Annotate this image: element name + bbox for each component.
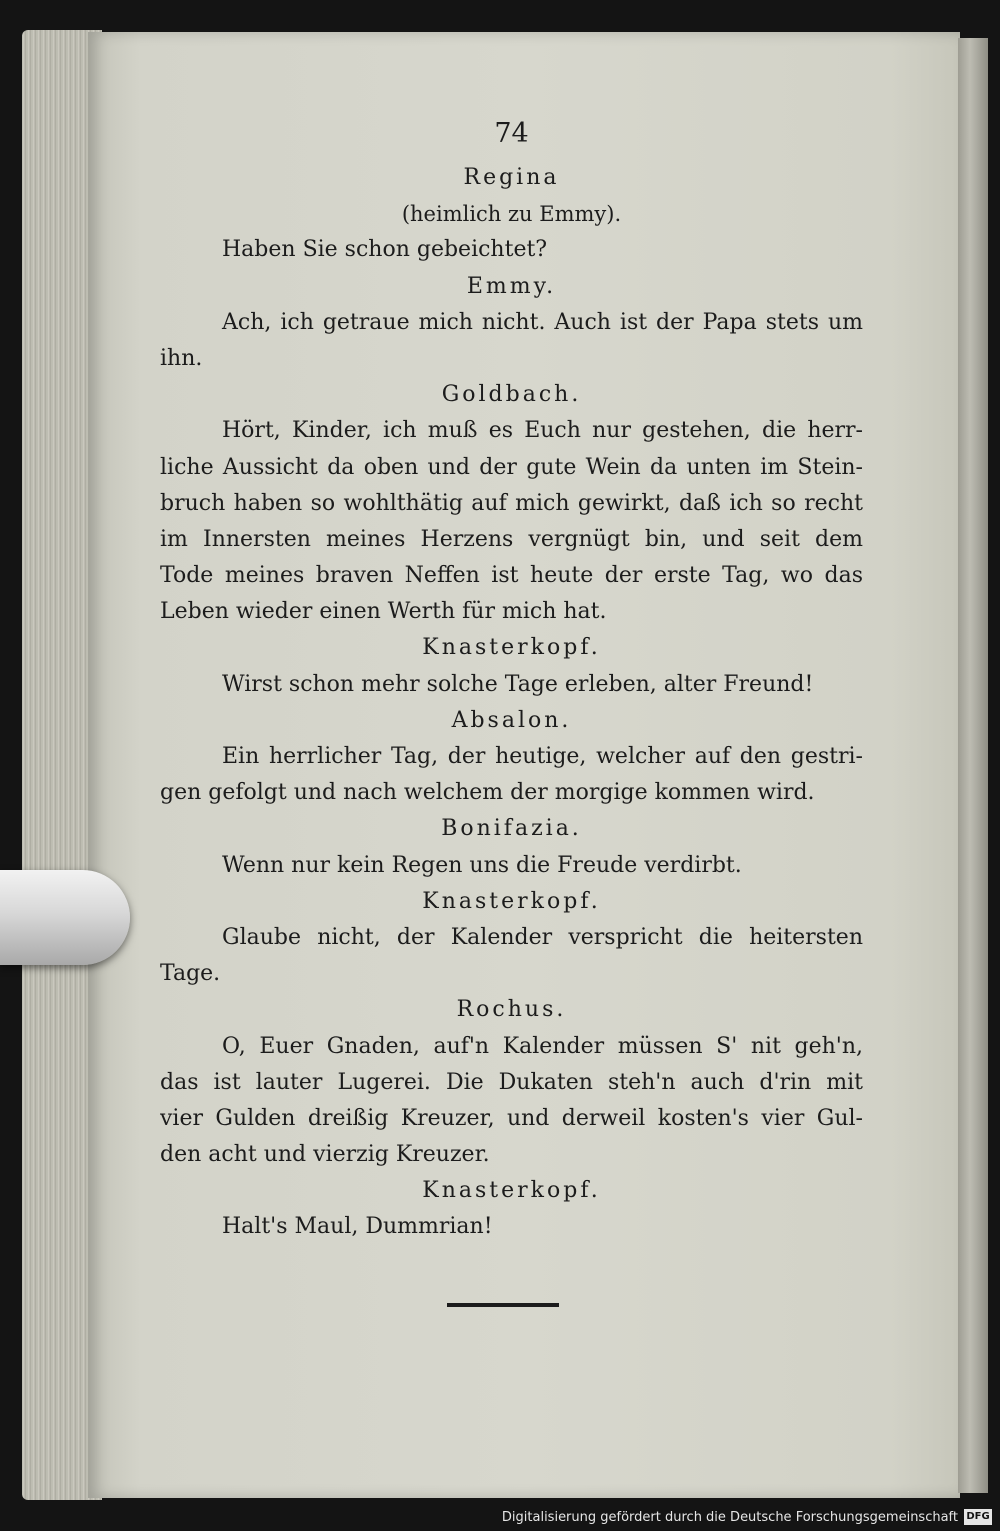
- speech-line: den acht und vierzig Kreuzer.: [160, 1142, 490, 1168]
- speaker-name: Regina: [463, 165, 560, 190]
- speech-line: Leben wieder einen Werth für mich hat.: [160, 599, 607, 625]
- speaker-name: Rochus.: [456, 997, 567, 1023]
- speech-line: Tode meines braven Neffen ist heute der erste Tag, wo das: [160, 563, 863, 589]
- speech-line: liche Aussicht da oben und der gute Wein da unten im Stein-: [160, 454, 863, 480]
- speech-line: Hört, Kinder, ich muß es Euch nur gestehen, die herr-: [222, 418, 863, 444]
- speech-line: bruch haben so wohlthätig auf mich gewirkt, daß ich so recht: [160, 490, 863, 516]
- speech-line: Ach, ich getraue mich nicht. Auch ist der Papa stets um: [222, 309, 863, 335]
- speech-line: Haben Sie schon gebeichtet?: [222, 237, 548, 263]
- book-binding-edge: [958, 38, 988, 1493]
- speech-line: Wirst schon mehr solche Tage erleben, alter Freund!: [222, 671, 814, 697]
- page-clip: [0, 870, 130, 965]
- speech-line: gen gefolgt und nach welchem der morgige kommen wird.: [160, 780, 815, 806]
- page-text: [160, 108, 863, 1246]
- speech-line: vier Gulden dreißig Kreuzer, und derweil kosten's vier Gul-: [160, 1105, 863, 1131]
- end-rule: [447, 1303, 559, 1307]
- dfg-logo: DFG: [964, 1509, 992, 1525]
- speaker-name: Absalon.: [451, 707, 572, 733]
- speaker-name: Knasterkopf.: [422, 635, 601, 661]
- text-lines: [160, 160, 863, 1246]
- speaker-name: Knasterkopf.: [422, 1178, 601, 1204]
- speech-line: ihn.: [160, 345, 203, 371]
- speech-line: das ist lauter Lugerei. Die Dukaten steh'n auch d'rin mit: [160, 1069, 863, 1095]
- speech-line: im Innersten meines Herzens vergnügt bin, und seit dem: [160, 526, 863, 552]
- footer-bar: [0, 1504, 1000, 1531]
- speaker-name: Emmy.: [466, 273, 557, 299]
- speaker-name: Knasterkopf.: [422, 888, 601, 914]
- speech-line: Ein herrlicher Tag, der heutige, welcher auf den gestri-: [222, 744, 863, 769]
- page-number: 74: [494, 118, 529, 149]
- speech-line: Wenn nur kein Regen uns die Freude verdirbt.: [222, 852, 742, 878]
- speaker-name: Bonifazia.: [441, 816, 582, 842]
- speech-line: Tage.: [160, 961, 221, 987]
- speech-line: O, Euer Gnaden, auf'n Kalender müssen S' nit geh'n,: [222, 1033, 863, 1059]
- speech-line: Halt's Maul, Dummrian!: [222, 1214, 493, 1240]
- speech-line: Glaube nicht, der Kalender verspricht die heitersten: [222, 924, 863, 950]
- footer-credit: Digitalisierung gefördert durch die Deutsche Forschungsgemeinschaft: [501, 1510, 958, 1525]
- stage-direction: (heimlich zu Emmy).: [401, 202, 622, 227]
- speaker-name: Goldbach.: [441, 382, 582, 408]
